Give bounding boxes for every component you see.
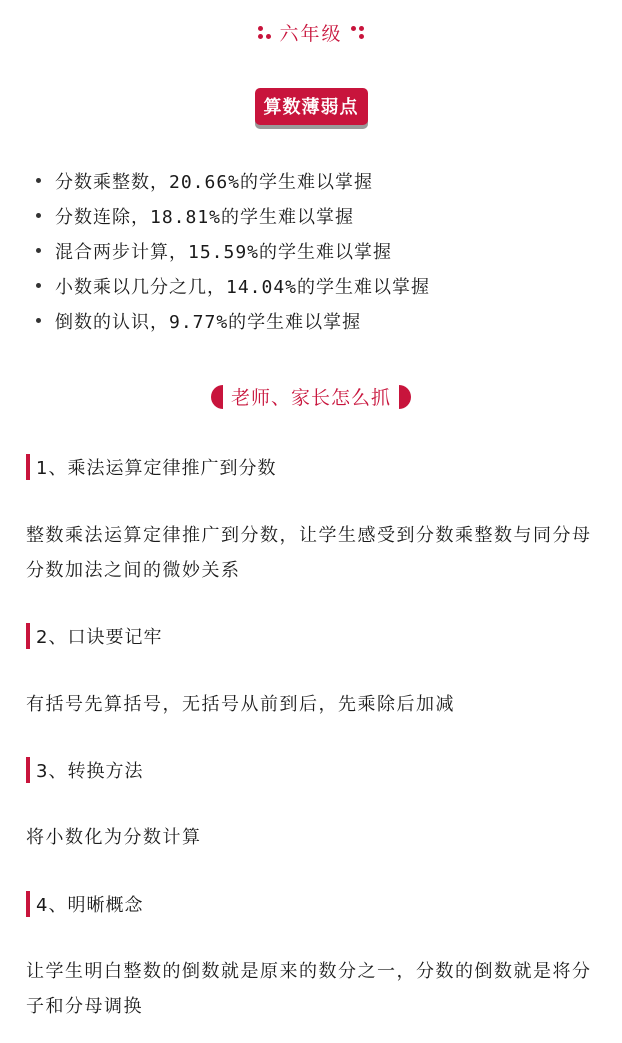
list-item	[28, 233, 430, 268]
heading-marker-icon	[26, 623, 30, 649]
section-4-heading	[26, 891, 143, 917]
section-3-body: 将小数化为分数计算	[26, 827, 202, 848]
bullet-icon	[36, 213, 41, 218]
grade-header	[0, 18, 622, 46]
section-title: 4、明晰概念	[36, 895, 144, 916]
list-item-text: 混合两步计算，15.59%的学生难以掌握	[55, 241, 393, 263]
dots-decoration-icon	[351, 26, 364, 39]
list-item-text: 小数乘以几分之几，14.04%的学生难以掌握	[55, 276, 431, 298]
section-3-heading	[26, 757, 143, 783]
list-item-text: 分数连除，18.81%的学生难以掌握	[55, 206, 355, 228]
bullet-icon	[36, 248, 41, 253]
advice-heading-text: 老师、家长怎么抓	[230, 387, 391, 409]
advice-heading	[0, 383, 622, 410]
list-item	[28, 303, 430, 338]
list-item-text: 分数乘整数，20.66%的学生难以掌握	[55, 171, 374, 193]
section-2-body: 有括号先算括号，无括号从前到后，先乘除后加减	[26, 694, 455, 715]
weak-points-header	[0, 88, 622, 125]
bullet-icon	[36, 318, 41, 323]
section-2-heading	[26, 623, 162, 649]
section-4-body: 让学生明白整数的倒数就是原来的数分之一，分数的倒数就是将分子和分母调换	[26, 961, 592, 1017]
pill-left-cap-icon	[211, 385, 223, 409]
heading-marker-icon	[26, 454, 30, 480]
bullet-icon	[36, 178, 41, 183]
list-item-text: 倒数的认识，9.77%的学生难以掌握	[55, 311, 362, 333]
dots-decoration-icon	[258, 26, 271, 39]
bullet-icon	[36, 283, 41, 288]
section-title: 2、口诀要记牢	[36, 627, 163, 648]
pill-right-cap-icon	[399, 385, 411, 409]
section-title: 3、转换方法	[36, 761, 144, 782]
list-item	[28, 163, 430, 198]
section-1-body: 整数乘法运算定律推广到分数，让学生感受到分数乘整数与同分母分数加法之间的微妙关系	[26, 525, 592, 581]
weak-points-list	[28, 163, 430, 338]
list-item	[28, 268, 430, 303]
heading-marker-icon	[26, 891, 30, 917]
list-item	[28, 198, 430, 233]
section-title: 1、乘法运算定律推广到分数	[36, 458, 277, 479]
section-1-heading	[26, 454, 276, 480]
grade-title: 六年级	[279, 22, 343, 45]
weak-points-badge: 算数薄弱点	[255, 88, 368, 125]
heading-marker-icon	[26, 757, 30, 783]
